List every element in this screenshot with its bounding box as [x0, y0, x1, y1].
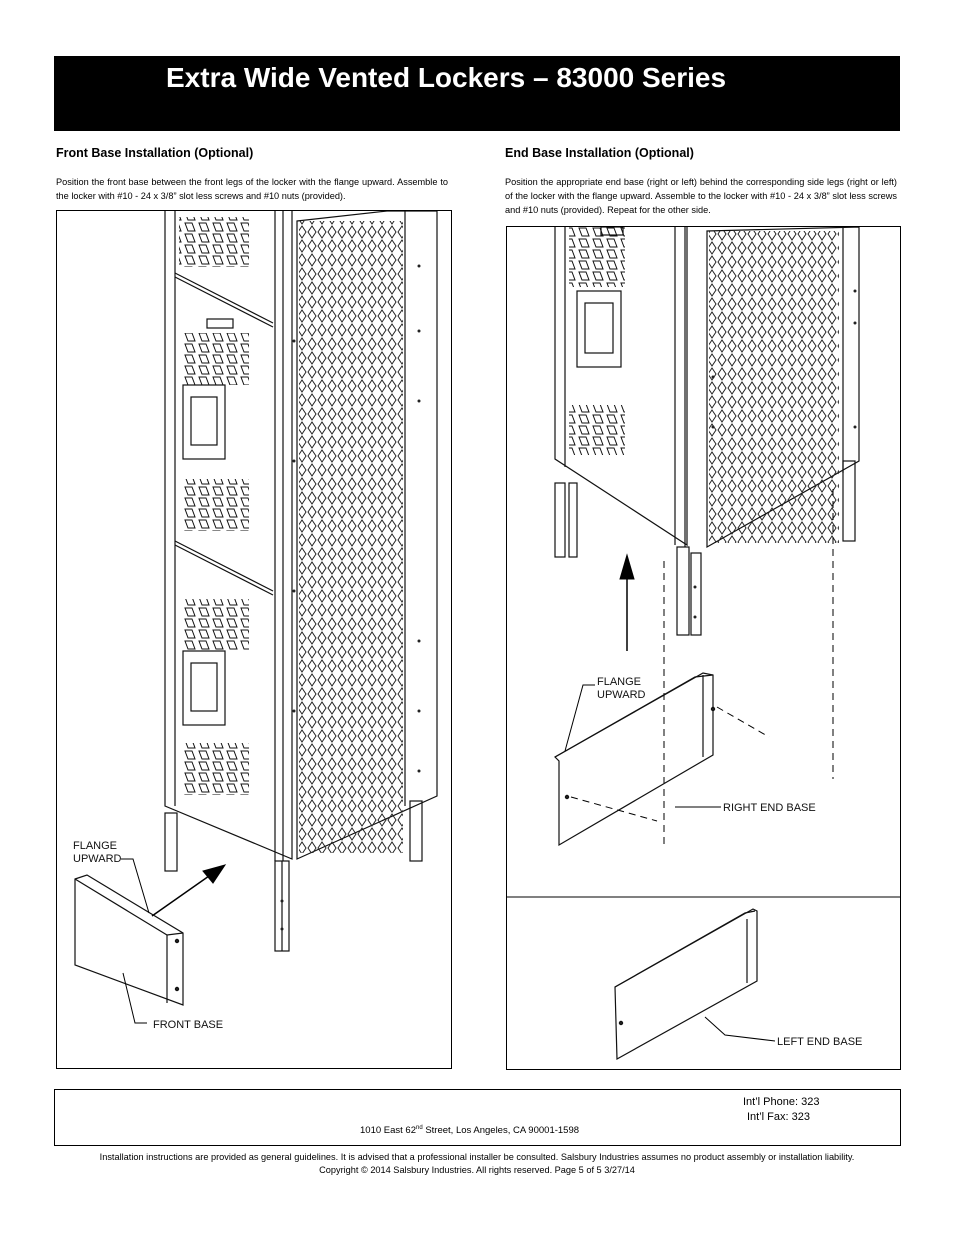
address: 1010 East 62nd Street, Los Angeles, CA 90001-1598 — [360, 1125, 580, 1137]
intl-phone: Int’l Phone: 323 — [743, 1096, 820, 1108]
front-base-label: FRONT BASE — [153, 1019, 224, 1031]
page-title: Extra Wide Vented Lockers – 83000 Series — [166, 62, 727, 93]
end-flange-label-line2: UPWARD — [597, 689, 646, 701]
end-base-figure — [506, 226, 901, 1070]
front-base-part — [75, 875, 183, 1005]
install-arrow-up — [620, 555, 634, 651]
title-bar — [54, 56, 900, 131]
right-end-base-label: RIGHT END BASE — [723, 802, 816, 814]
install-arrow — [152, 865, 225, 916]
front-flange-label-line1: FLANGE — [73, 840, 118, 852]
disclaimer: Installation instructions are provided as general guidelines. It is advised that a professional installer be consulted. Salsbury Industries assumes no product assembly or installation liability. — [99, 1152, 855, 1162]
end-base-heading: End Base Installation (Optional) — [505, 146, 694, 160]
front-base-figure — [56, 210, 452, 1069]
front-base-heading: Front Base Installation (Optional) — [56, 146, 254, 160]
front-flange-label-line2: UPWARD — [73, 853, 122, 865]
contact-box — [54, 1089, 901, 1146]
intl-fax: Int’l Fax: 323 — [747, 1111, 810, 1123]
copyright: Copyright © 2014 Salsbury Industries. All rights reserved. Page 5 of 5 3/27/14 — [319, 1165, 635, 1175]
end-base-instructions: Position the appropriate end base (right or left) behind the corresponding side legs (right or left) of the locker with the flange upward. Assemble to the locker with #10 - 24 x 3/8” slot less screws and #10 nuts (provided). Repeat for the other side. — [505, 177, 897, 215]
end-base-drawing — [507, 227, 900, 1069]
end-flange-label-line1: FLANGE — [597, 676, 642, 688]
front-base-drawing — [57, 211, 451, 1068]
left-end-base-label: LEFT END BASE — [777, 1036, 863, 1048]
front-base-instructions: Position the front base between the front legs of the locker with the flange upward. Assemble to the locker with #10 - 24 x 3/8” slot less screws and #10 nuts (provided). — [56, 177, 448, 201]
